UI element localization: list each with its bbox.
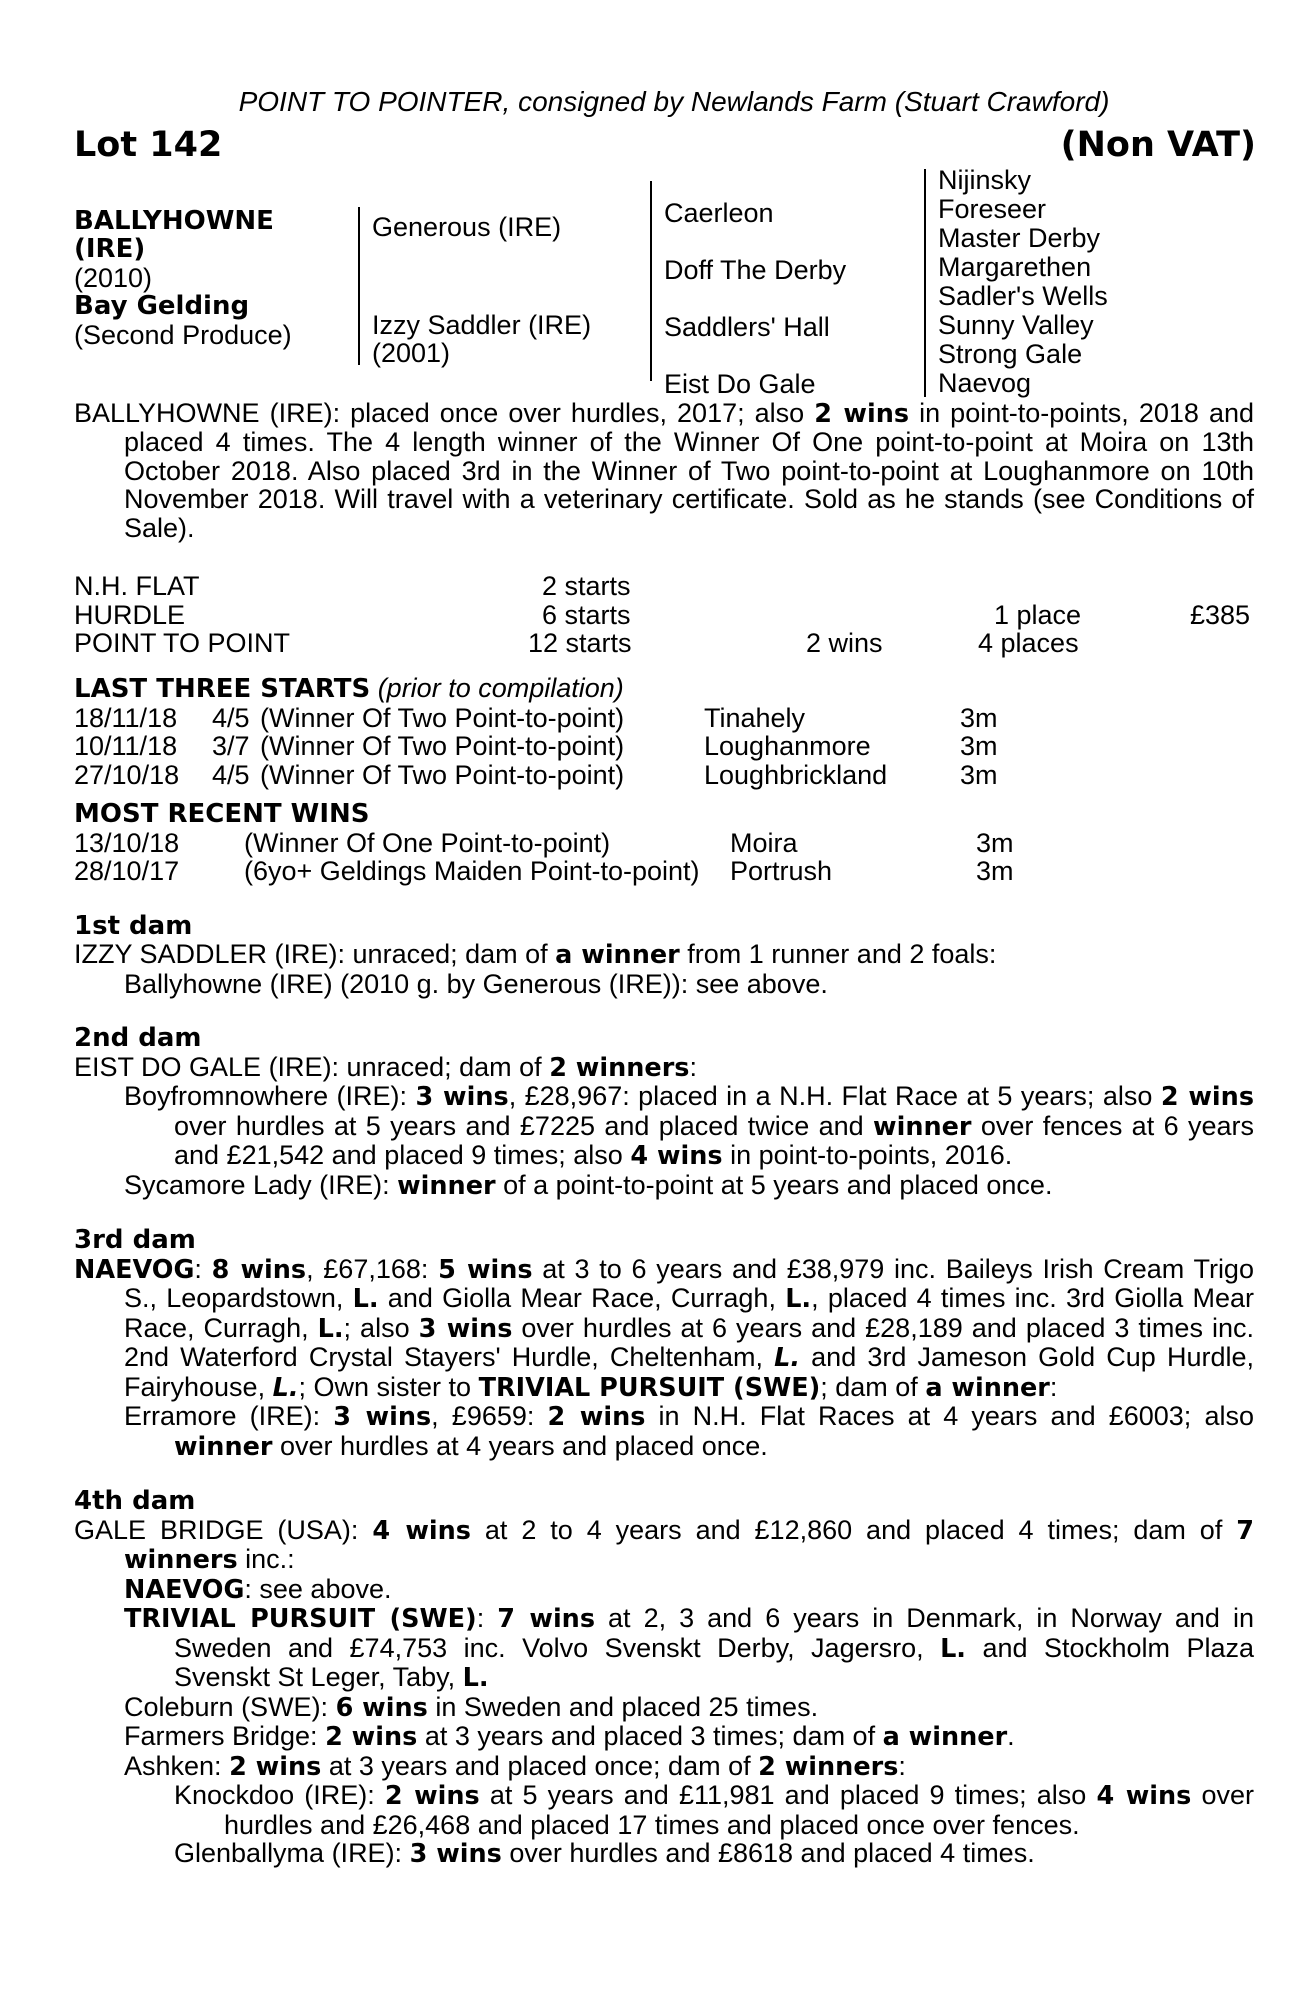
progeny-line: Sycamore Lady (IRE): winner of a point-to-point at 5 years and placed once.	[124, 1169, 1053, 1201]
horse-produce: (Second Produce)	[74, 319, 292, 350]
section-heading: 4th dam	[74, 1486, 196, 1516]
racing-record	[74, 572, 1254, 660]
pedigree-divider	[650, 181, 652, 381]
pedigree-gen2	[664, 185, 846, 413]
dam-line: EIST DO GALE (IRE): unraced; dam of 2 winners:	[74, 1051, 697, 1083]
horse-name: BALLYHOWNE	[74, 205, 274, 236]
great-grandparent: Sunny Valley	[938, 309, 1094, 340]
progeny-line: TRIVIAL PURSUIT (SWE): 7 wins at 2, 3 and 6 years in Denmark, in Norway and in Sweden and £74,753 inc. Volvo Svenskt Derby, Jagersro, L. and Stockholm Plaza Svenskt St Leger, Taby, L.	[124, 1603, 1255, 1693]
great-grandparent: Sadler's Wells	[938, 280, 1108, 311]
last-three-starts	[74, 674, 1254, 789]
record-starts: 2 starts	[542, 571, 631, 601]
record-places: 4 places	[978, 628, 1079, 658]
grandparent: Saddlers' Hall	[664, 311, 830, 342]
horse-details	[74, 207, 354, 350]
progeny-line: Boyfromnowhere (IRE): 3 wins, £28,967: placed in a N.H. Flat Race at 5 years; also 2 wins over hurdles at 5 years and £7225 and placed twice and winner over fences at 6 years and £21,542 and placed 9 times; also 4 wins in point-to-points, 2016.	[124, 1081, 1255, 1171]
dam-name: Izzy Saddler (IRE)	[372, 309, 592, 340]
record-starts: 6 starts	[542, 599, 631, 630]
great-grandparent: Master Derby	[938, 222, 1101, 253]
most-recent-wins	[74, 800, 1254, 886]
dam-line: NAEVOG: 8 wins, £67,168: 5 wins at 3 to 6 years and £38,979 inc. Baileys Irish Cream Trigo S., Leopardstown, L. and Giolla Mear Race, Curragh, L., placed 4 times inc. 3rd Giolla Mear Race, Curragh, L.; also 3 wins over hurdles at 6 years and £28,189 and placed 3 times inc. 2nd Waterford Crystal Stayers' Hurdle, Cheltenham, L. and 3rd Jameson Gold Cup Hurdle, Fairyhouse, L.; Own sister to TRIVIAL PURSUIT (SWE); dam of a winner:	[74, 1253, 1254, 1403]
fourth-dam-section	[74, 1487, 1254, 1869]
great-grandparent: Naevog	[938, 367, 1032, 398]
section-heading: LAST THREE STARTS	[74, 674, 371, 704]
horse-sex: Bay Gelding	[74, 291, 250, 321]
consignment-banner: POINT TO POINTER, consigned by Newlands Farm (Stuart Crawford)	[238, 86, 1110, 117]
pedigree-sire	[372, 213, 561, 242]
lot-header	[74, 123, 1254, 167]
lot-number: Lot 142	[74, 124, 223, 165]
horse-country: (IRE)	[74, 234, 146, 264]
progeny-line: Coleburn (SWE): 6 wins in Sweden and placed 25 times.	[124, 1691, 819, 1723]
record-starts: 12 starts	[528, 628, 632, 658]
grandparent: Caerleon	[664, 197, 774, 228]
win-row: 28/10/17 (6yo+ Geldings Maiden Point-to-point) Portrush 3m	[74, 856, 1014, 886]
section-note: (prior to compilation)	[377, 673, 624, 703]
pedigree-divider	[358, 207, 360, 365]
second-dam-section	[74, 1024, 1254, 1200]
grandparent: Eist Do Gale	[664, 368, 816, 399]
record-prize: £385	[1190, 599, 1251, 630]
section-heading: 3rd dam	[74, 1225, 196, 1255]
horse-summary: BALLYHOWNE (IRE): placed once over hurdles, 2017; also 2 wins in point-to-points, 2018 and placed 4 times. The 4 length winner of the Winner Of One point-to-point at Moira on 13th October 2018. Also placed 3rd in the Winner of Two point-to-point at Loughanmore on 10th November 2018. Will travel with a veterinary certificate. Sold as he stands (see Conditions of Sale).	[74, 397, 1254, 543]
win-row: 13/10/18 (Winner Of One Point-to-point) Moira 3m	[74, 827, 1014, 858]
progeny-line: Glenballyma (IRE): 3 wins over hurdles and £8618 and placed 4 times.	[174, 1838, 1035, 1869]
section-heading: MOST RECENT WINS	[74, 799, 370, 829]
start-row: 10/11/18 3/7 (Winner Of Two Point-to-point) Loughanmore 3m	[74, 731, 998, 761]
dam-line: GALE BRIDGE (USA): 4 wins at 2 to 4 years and £12,860 and placed 4 times; dam of 7 winners inc.:	[74, 1514, 1254, 1575]
section-heading: 2nd dam	[74, 1023, 202, 1053]
great-grandparent: Nijinsky	[938, 164, 1032, 195]
progeny-line: Knockdoo (IRE): 2 wins at 5 years and £11,981 and placed 9 times; also 4 wins over hurdles and £26,468 and placed 17 times and placed once over fences.	[174, 1780, 1254, 1840]
pedigree-gen3	[938, 166, 1108, 398]
record-places: 1 place	[994, 599, 1082, 630]
third-dam-section	[74, 1226, 1254, 1461]
pedigree-divider	[924, 169, 926, 397]
record-type: POINT TO POINT	[74, 628, 291, 658]
progeny-line: Ashken: 2 wins at 3 years and placed once; dam of 2 winners:	[124, 1750, 906, 1782]
progeny-line: Erramore (IRE): 3 wins, £9659: 2 wins in N.H. Flat Races at 4 years and £6003; also winner over hurdles at 4 years and placed once.	[124, 1401, 1254, 1462]
great-grandparent: Foreseer	[938, 193, 1047, 224]
grandparent: Doff The Derby	[664, 254, 847, 285]
great-grandparent: Strong Gale	[938, 338, 1083, 369]
progeny-line: NAEVOG: see above.	[124, 1573, 392, 1605]
section-heading: 1st dam	[74, 910, 193, 941]
progeny-line: Ballyhowne (IRE) (2010 g. by Generous (IRE)): see above.	[124, 968, 828, 999]
dam-year: (2001)	[372, 338, 451, 368]
progeny-line: Farmers Bridge: 2 wins at 3 years and placed 3 times; dam of a winner.	[124, 1721, 1015, 1752]
great-grandparent: Margarethen	[938, 251, 1092, 282]
dam-line: IZZY SADDLER (IRE): unraced; dam of a winner from 1 runner and 2 foals:	[74, 939, 997, 970]
start-row: 27/10/18 4/5 (Winner Of Two Point-to-point) Loughbrickland 3m	[74, 759, 998, 790]
pedigree-table	[74, 164, 1254, 399]
start-row: 18/11/18 4/5 (Winner Of Two Point-to-point) Tinahely 3m	[74, 702, 998, 733]
catalogue-page	[74, 88, 1254, 1869]
first-dam-section	[74, 912, 1254, 999]
record-wins: 2 wins	[806, 628, 883, 658]
record-type: HURDLE	[74, 599, 186, 630]
pedigree-dam	[372, 311, 591, 368]
vat-status: (Non VAT)	[1060, 124, 1256, 165]
horse-year: (2010)	[74, 262, 153, 293]
sire-name: Generous (IRE)	[372, 211, 562, 242]
record-type: N.H. FLAT	[74, 571, 200, 601]
